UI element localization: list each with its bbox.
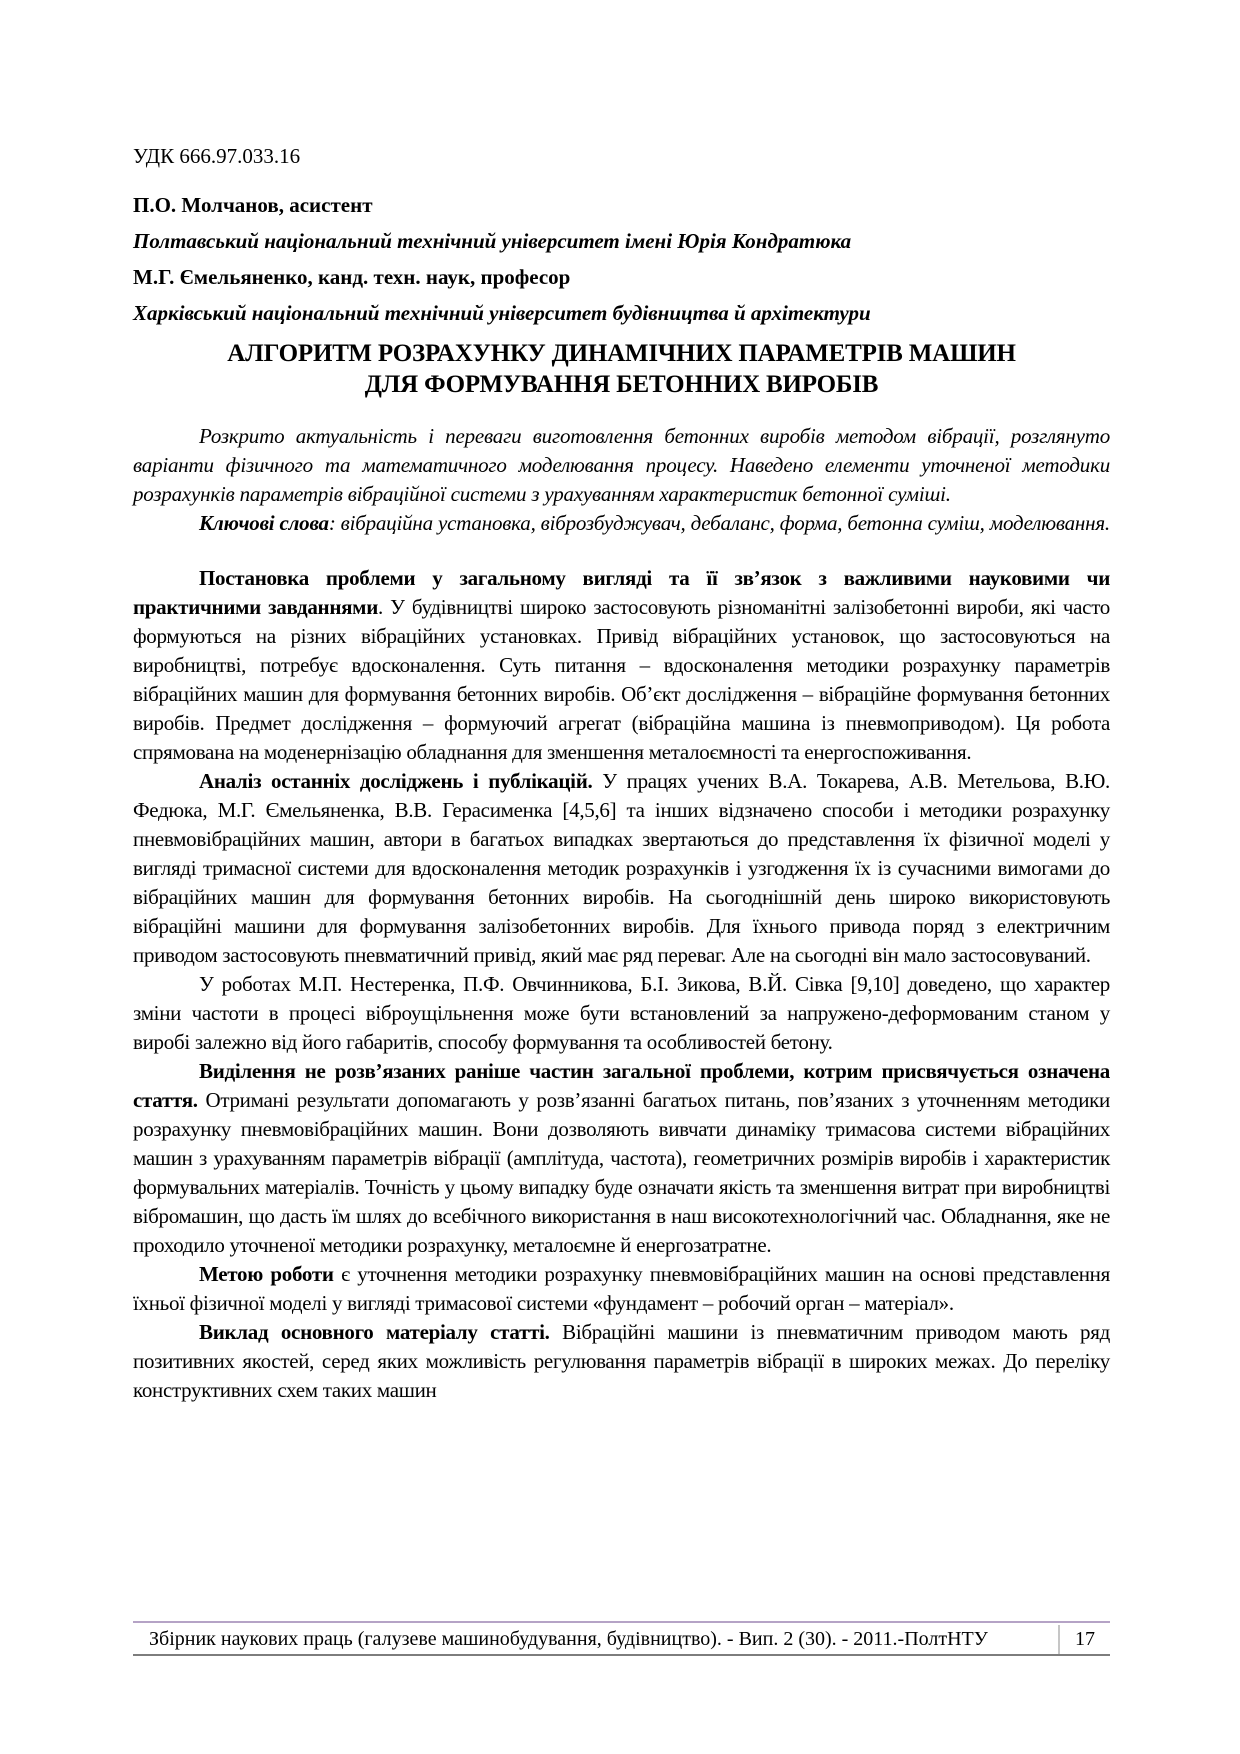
keywords-paragraph [133,509,1110,538]
page-footer [133,1621,1110,1656]
paragraph-lead: Виділення не розв’язаних раніше частин загальної проблеми, котрим присвячується означена стаття. [133,1059,1110,1112]
paragraph-lead: Постановка проблеми у загальному вигляді та її зв’язок з важливими науковими чи практичними завданнями [133,566,1110,619]
keywords-label: Ключові слова [199,511,329,535]
body-paragraph [133,970,1110,1057]
body-paragraph [133,564,1110,767]
byline-item: Харківський національний технічний університет будівництва й архітектури [133,301,871,325]
paragraph-text: . У будівництві широко застосовують різноманітні залізобетонні вироби, які часто формуються на різних вібраційних установках. Привід вібраційних установок, що застосовуються на виробництві, потребує вдосконалення. Суть питання – вдосконалення методики розрахунку параметрів вібраційних машин для формування бетонних виробів. Об’єкт дослідження – вібраційне формування бетонних виробів. Предмет дослідження – формуючий агрегат (вібраційна машина із пневмоприводом). Ця робота спрямована на моденернізацію обладнання для зменшення металоємності та енергоспоживання. [133,595,1111,764]
keywords-list: : вібраційна установка, віброзбуджувач, дебаланс, форма, бетонна суміш, моделювання. [328,511,1110,535]
byline-item: Полтавський національний технічний університет імені Юрія Кондратюка [133,229,852,253]
footer-row [133,1625,1110,1656]
paragraph-lead: Виклад основного матеріалу статті. [199,1320,550,1344]
paragraph-lead: Метою роботи [199,1262,334,1286]
paragraph-text: Отримані результати допомагають у розв’язанні багатьох питань, пов’язаних з уточненням методики розрахунку пневмовібраційних машин. Вони дозволяють вивчати динаміку тримасова системи вібраційних машин з урахуванням параметрів вібрації (амплітуда, частота), геометричних розмірів виробів і характеристик формувальних матеріалів. Точність у цьому випадку буде означати якість та зменшення витрат при виробництві вібромашин, що дасть їм шлях до всебічного використання в наш високотехнологічний час. Обладнання, яке не проходило уточненої методики розрахунку, металоємне й енергозатратне. [133,1088,1110,1257]
paragraph-text: У працях учених В.А. Токарева, А.В. Метельова, В.Ю. Федюка, М.Г. Ємельяненка, В.В. Герасименка [4,5,6] та інших відзначено способи і методики розрахунку пневмовібраційних машин, автори в багатьох випадках звертаються до представлення їх фізичної моделі у вигляді тримасної системи для вдосконалення методик розрахунків і узгодження їх із сучасними вимогами до вібраційних машин для формування бетонних виробів. На сьогоднішній день широко використовують вібраційні машини для формування залізобетонних виробів. Для їхнього привода поряд з електричним приводом застосовують пневматичний привід, який має ряд переваг. Але на сьогодні він мало застосовуваний. [133,769,1110,967]
paragraph-text: Вібраційні машини із пневматичним приводом мають ряд позитивних якостей, серед яких можливість регулювання параметрів вібрації в широких межах. До переліку конструктивних схем таких машин [133,1320,1111,1402]
body-paragraph [133,767,1110,970]
article-body [133,564,1110,1405]
body-paragraph [133,1318,1110,1405]
article-title [133,338,1110,400]
paragraph-lead: Аналіз останніх досліджень і публікацій. [199,769,593,793]
byline [133,191,1110,328]
byline-item: П.О. Молчанов, асистент [133,193,373,217]
page-content [133,142,1110,1405]
page-number: 17 [1058,1625,1110,1654]
paragraph-text: є уточнення методики розрахунку пневмовібраційних машин на основі представлення їхньої фізичної моделі у вигляді тримасової системи «фундамент – робочий орган – матеріал». [133,1262,1110,1315]
udc-code: УДК 666.97.033.16 [133,144,301,168]
body-paragraph [133,1260,1110,1318]
byline-item: М.Г. Ємельяненко, канд. техн. наук, професор [133,265,571,289]
abstract-text: Розкрито актуальність і переваги виготовлення бетонних виробів методом вібрації, розглянуто варіанти фізичного та математичного моделювання процесу. Наведено елементи уточненої методики розрахунків параметрів вібраційної системи з урахуванням характеристик бетонної суміші. [133,424,1110,506]
article-title-line2: ДЛЯ ФОРМУВАННЯ БЕТОННИХ ВИРОБІВ [364,371,879,398]
footer-journal-line: Збірник наукових праць (галузеве машинобудування, будівництво). - Вип. 2 (30). - 2011.-ПолтНТУ [149,1628,988,1650]
article-title-line1: АЛГОРИТМ РОЗРАХУНКУ ДИНАМІЧНИХ ПАРАМЕТРІВ МАШИН [227,340,1016,367]
body-paragraph [133,1057,1110,1260]
paragraph-text: У роботах М.П. Нестеренка, П.Ф. Овчинникова, Б.І. Зикова, В.Й. Сівка [9,10] доведено, що характер зміни частоти в процесі віброущільнення може бути встановлений за напружено-деформованим станом у виробі залежно від його габаритів, способу формування та особливостей бетону. [133,972,1110,1054]
